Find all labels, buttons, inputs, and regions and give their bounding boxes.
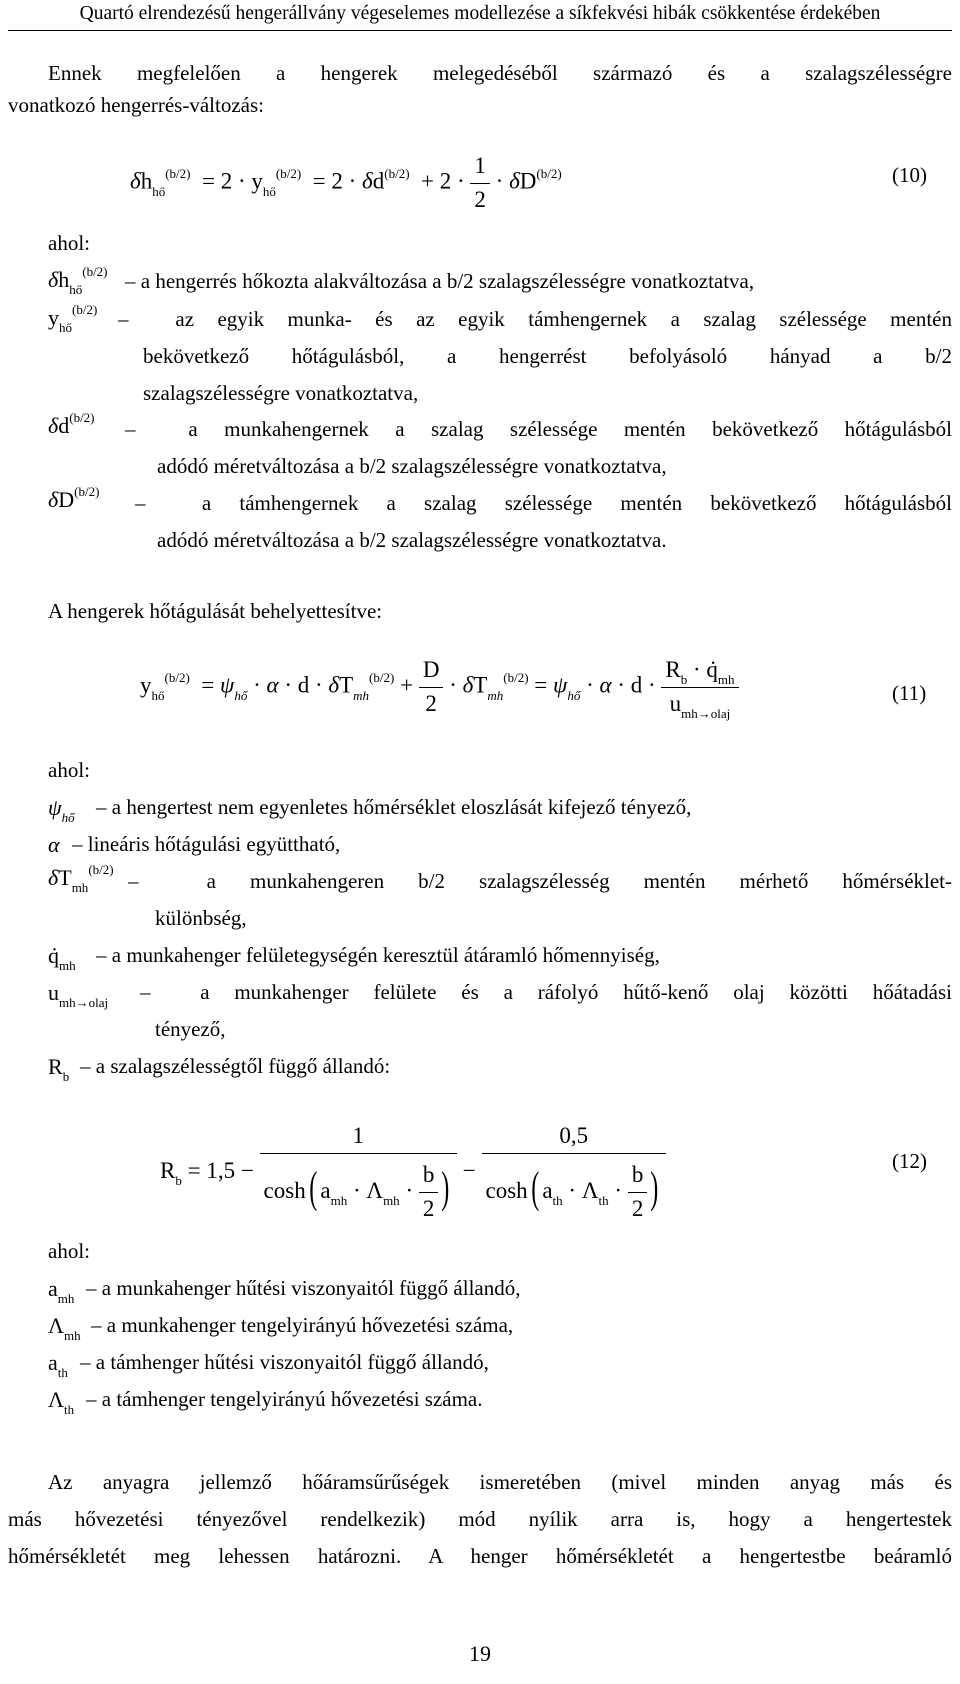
equation-11-number: (11): [892, 681, 927, 705]
equation-12: $R_b = 1,5$ − 1 cosh( $a_{mh} \cdot \Lambda_{mh}$ · $\frac{b}{2}$ ) − 0,5 cosh( $a_{th} \cdot \Lambda_{th}$ · $\frac{b}{2}$ ): [160, 1122, 666, 1224]
def-q-dot: – a munkahenger felületegységén keresztül átáramló hőmennyiség,: [96, 943, 660, 967]
equation-11: $y_{hő}^{(b/2)} = \psi_{hő} \cdot \alpha \cdot d \cdot \delta T_{mh}^{(b/2)}$ + $\frac{D}{2}$ · $\delta T_{mh}^{(b/2)} = \psi_{hő} \cdot \alpha \cdot d$ · $\frac{R_b \cdot q̇_{mh}}{u_{mh\to olaj}}$: [140, 656, 739, 719]
closing-line-3: hőmérsékletét meg lehessen határozni. A henger hőmérsékletét a hengertestbe beáramló: [8, 1544, 952, 1568]
running-header: Quartó elrendezésű hengerállvány végeselemes modellezése a síkfekvési hibák csökkentése érdekében: [8, 2, 952, 31]
def-alpha: – lineáris hőtágulási együttható,: [72, 832, 341, 856]
symbol-u: $u_{mh\to olaj}$: [48, 980, 109, 1010]
ahol-label-1: ahol:: [48, 231, 90, 255]
substitution-text: A hengerek hőtágulását behelyettesítve:: [48, 599, 383, 623]
def-u-line-1: – a munkahenger felülete és a ráfolyó hűtő-kenő olaj közötti hőátadási: [140, 980, 953, 1004]
page-number: 19: [469, 1641, 491, 1666]
def-y-line-1: – az egyik munka- és az egyik támhengernek a szalag szélessége mentén: [118, 307, 952, 331]
symbol-delta-h: $\delta h_{hő}^{(b/2)}$: [48, 264, 108, 297]
symbol-delta-d: $\delta d^{(b/2)}$: [48, 410, 95, 438]
def-delta-D-line-1: – a támhengernek a szalag szélessége mentén bekövetkező hőtágulásból: [135, 491, 952, 515]
def-y-line-2: bekövetkező hőtágulásból, a hengerrést befolyásoló hányad a b/2: [143, 344, 952, 368]
def-delta-d-line-1: – a munkahengernek a szalag szélessége mentén bekövetkező hőtágulásból: [125, 417, 952, 441]
ahol-label-2: ahol:: [48, 758, 90, 782]
def-delta-T-line-1: – a munkahengeren b/2 szalagszélesség mentén mérhető hőmérséklet-: [128, 869, 953, 893]
def-Rb: – a szalagszélességtől függő állandó:: [80, 1054, 391, 1078]
symbol-lambda-mh: $\Lambda_{mh}$: [48, 1313, 81, 1343]
equation-10: $\delta h_{hő}^{(b/2)} = 2 \cdot y_{hő}^{(b/2)} = 2 \cdot \delta d^{(b/2)} + 2$ · $\frac{1}{2}$ · $\delta D^{(b/2)}$: [130, 152, 562, 215]
def-a-mh: – a munkahenger hűtési viszonyaitól függő állandó,: [86, 1276, 521, 1300]
def-lambda-th: – a támhenger tengelyirányú hővezetési száma.: [86, 1387, 483, 1411]
def-delta-T-line-2: különbség,: [155, 906, 247, 930]
intro-line-2: vonatkozó hengerrés-változás:: [8, 93, 264, 117]
intro-line-1: Ennek megfelelően a hengerek melegedéséből származó és a szalagszélességre: [48, 61, 952, 85]
def-psi: – a hengertest nem egyenletes hőmérséklet eloszlását kifejező tényező,: [96, 795, 692, 819]
symbol-psi: $\psi_{hő}$: [48, 795, 75, 825]
symbol-delta-D: $\delta D^{(b/2)}$: [48, 484, 100, 512]
ahol-label-3: ahol:: [48, 1239, 90, 1263]
symbol-delta-T: $\delta T_{mh}^{(b/2)}$: [48, 862, 114, 895]
symbol-y: $y_{hő}^{(b/2)}$: [48, 302, 98, 335]
def-u-line-2: tényező,: [155, 1017, 226, 1041]
def-delta-d-line-2: adódó méretváltozása a b/2 szalagszélességre vonatkoztatva,: [157, 454, 667, 478]
symbol-Rb: $R_b$: [48, 1054, 70, 1084]
symbol-alpha: α: [48, 832, 60, 857]
symbol-q-dot: $q̇_{mh}$: [48, 943, 76, 973]
symbol-a-mh: $a_{mh}$: [48, 1276, 75, 1306]
def-delta-h: – a hengerrés hőkozta alakváltozása a b/2 szalagszélességre vonatkoztatva,: [125, 269, 755, 293]
def-delta-D-line-2: adódó méretváltozása a b/2 szalagszélességre vonatkoztatva.: [157, 528, 667, 552]
def-lambda-mh: – a munkahenger tengelyirányú hővezetési száma,: [91, 1313, 514, 1337]
def-y-line-3: szalagszélességre vonatkoztatva,: [143, 381, 419, 405]
closing-line-1: Az anyagra jellemző hőáramsűrűségek ismeretében (mivel minden anyag más és: [48, 1470, 952, 1494]
symbol-a-th: $a_{th}$: [48, 1350, 68, 1380]
def-a-th: – a támhenger hűtési viszonyaitól függő állandó,: [80, 1350, 489, 1374]
symbol-lambda-th: $\Lambda_{th}$: [48, 1387, 75, 1417]
equation-12-number: (12): [892, 1149, 927, 1173]
closing-line-2: más hővezetési tényezővel rendelkezik) mód nyílik arra is, hogy a hengertestek: [8, 1507, 952, 1531]
equation-10-number: (10): [892, 163, 927, 187]
